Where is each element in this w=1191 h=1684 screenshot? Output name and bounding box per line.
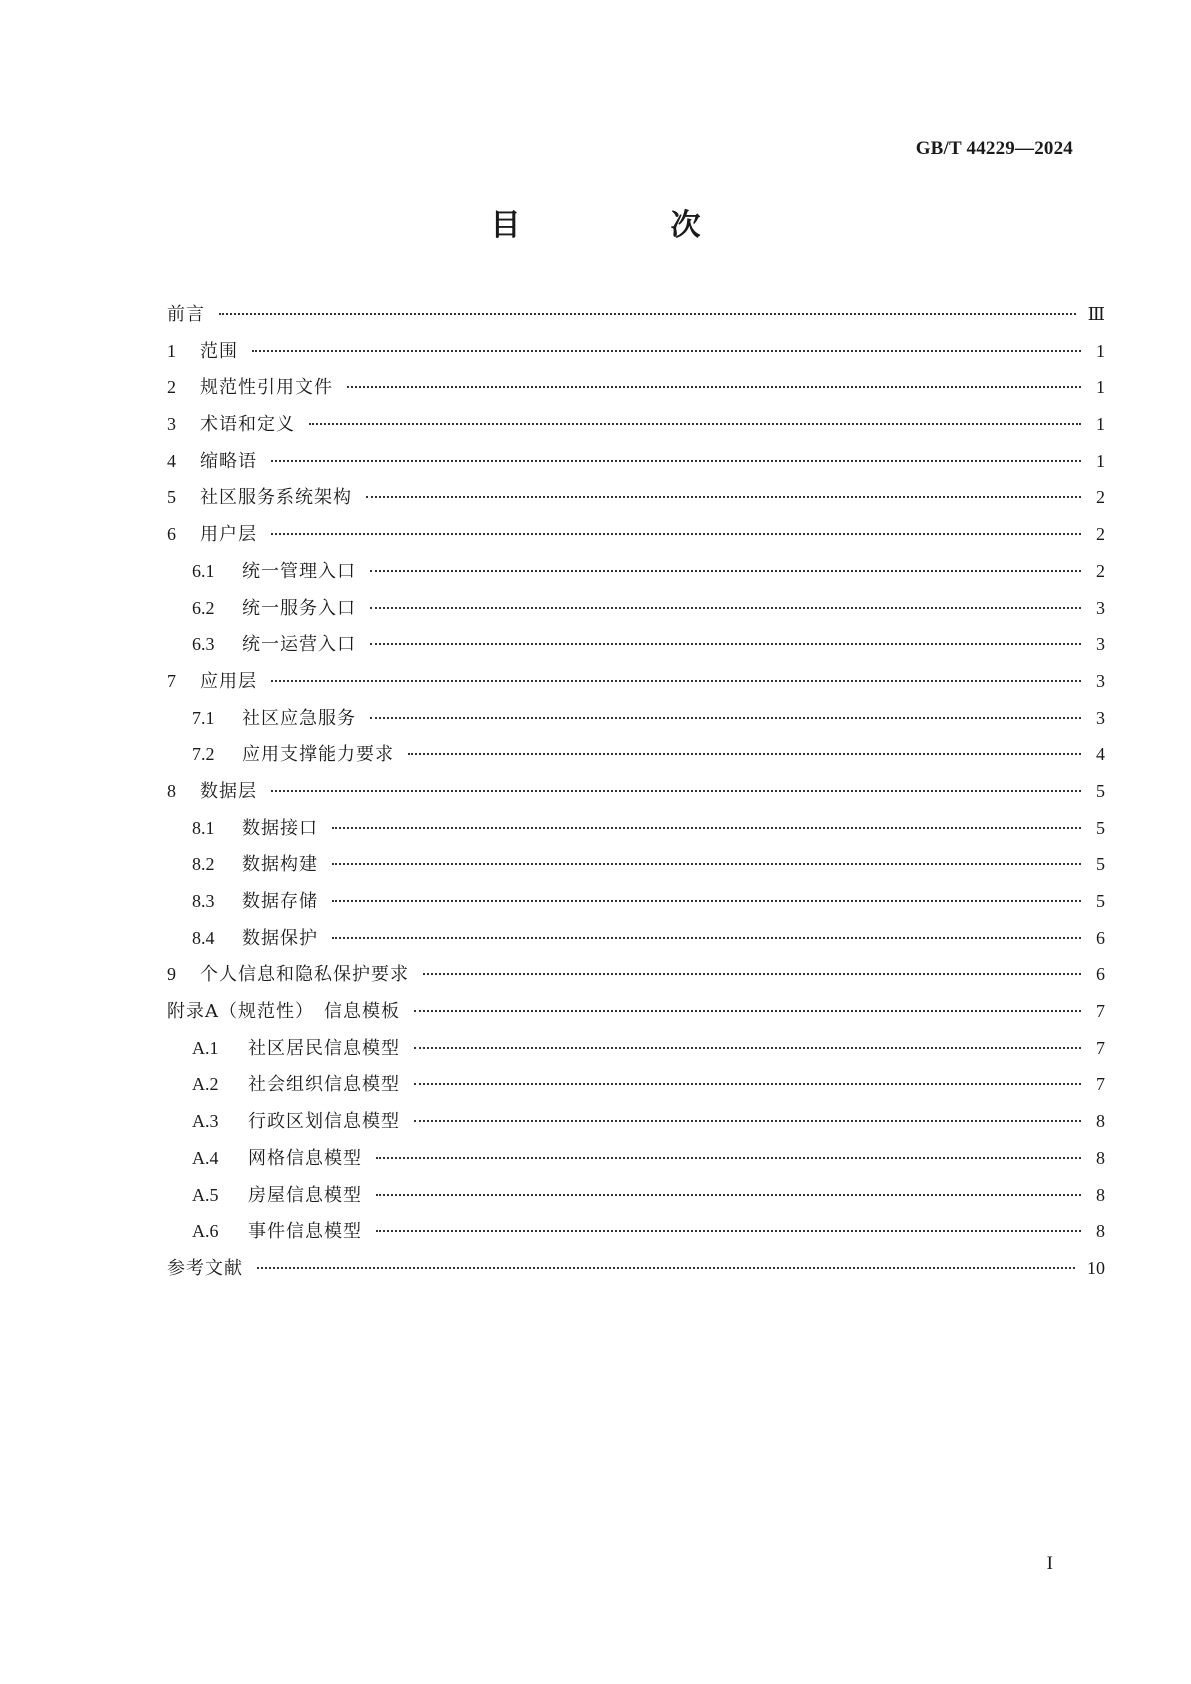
toc-entry-number: 8.3 [192, 891, 215, 911]
toc-entry-title: 范围 [200, 340, 238, 362]
toc-dot-leader [414, 1120, 1081, 1122]
toc-dot-leader [309, 423, 1081, 425]
toc-dot-leader [332, 863, 1081, 865]
toc-entry[interactable] [167, 449, 1105, 486]
toc-entry-number: 8.1 [192, 817, 215, 838]
toc-dot-leader [271, 680, 1081, 682]
toc-entry-title: 个人信息和隐私保护要求 [200, 964, 409, 986]
toc-dot-leader [271, 460, 1081, 462]
toc-dot-leader [332, 900, 1081, 902]
toc-dot-leader [370, 607, 1081, 609]
toc-entry[interactable] [167, 596, 1105, 633]
toc-entry-page: 2 [1096, 524, 1105, 545]
toc-entry[interactable] [167, 962, 1105, 999]
toc-entry-title: 数据构建 [242, 854, 318, 876]
toc-entry-number: 5 [167, 487, 176, 508]
toc-dot-leader [252, 350, 1081, 352]
toc-entry-title: 用户层 [200, 524, 257, 546]
toc-entry-number: 4 [167, 450, 176, 471]
toc-entry[interactable] [167, 669, 1105, 706]
toc-entry-page: 4 [1096, 744, 1105, 765]
toc-entry-number: A.1 [192, 1037, 219, 1058]
toc-entry[interactable] [167, 1036, 1105, 1073]
toc-entry-page: 6 [1096, 964, 1105, 985]
toc-entry-title: 术语和定义 [200, 414, 295, 436]
toc-entry-title: 前言 [167, 304, 205, 325]
toc-entry-title: 统一管理入口 [242, 560, 356, 582]
toc-entry-page: 2 [1096, 560, 1105, 581]
toc-dot-leader [271, 533, 1081, 535]
toc-entry[interactable] [167, 302, 1105, 339]
toc-entry-number: 8 [167, 780, 176, 801]
toc-entry-title: 社会组织信息模型 [248, 1074, 400, 1096]
toc-entry[interactable] [167, 559, 1105, 596]
toc-entry-number: 6 [167, 524, 176, 545]
toc-entry[interactable] [167, 816, 1105, 853]
toc-dot-leader [219, 313, 1076, 315]
toc-entry-page: 7 [1096, 1037, 1105, 1058]
toc-entry-title: 社区应急服务 [242, 707, 356, 729]
toc-dot-leader [332, 937, 1081, 939]
toc-entry-page: 3 [1096, 597, 1105, 618]
toc-entry-number: 2 [167, 377, 176, 398]
toc-entry[interactable] [167, 412, 1105, 449]
toc-entry[interactable] [167, 1146, 1105, 1183]
toc-entry-title: 数据层 [200, 780, 257, 802]
toc-dot-leader [414, 1047, 1081, 1049]
toc-dot-leader [347, 386, 1081, 388]
toc-dot-leader [414, 1010, 1081, 1012]
toc-entry-number: 7.2 [192, 744, 215, 765]
toc-dot-leader [332, 827, 1081, 829]
toc-entry[interactable] [167, 375, 1105, 412]
toc-entry-page: 8 [1096, 1184, 1105, 1205]
toc-entry-page: 7 [1096, 1074, 1105, 1095]
toc-entry-title: 房屋信息模型 [248, 1184, 362, 1206]
toc-entry-title: 数据存储 [242, 891, 318, 912]
toc-entry-number: A.6 [192, 1221, 219, 1242]
toc-entry-page: 5 [1096, 817, 1105, 838]
toc-entry-number: 8.2 [192, 854, 215, 875]
toc-entry-number: A.4 [192, 1147, 219, 1168]
toc-entry-page: 1 [1096, 414, 1105, 435]
toc-entry[interactable] [167, 1183, 1105, 1220]
toc-entry-page: 8 [1096, 1147, 1105, 1168]
toc-entry-title: 数据保护 [242, 927, 318, 949]
toc-entry-number: 6.2 [192, 597, 215, 618]
toc-entry-page: 2 [1096, 487, 1105, 508]
toc-entry-number: 3 [167, 414, 176, 435]
toc-entry-page: 8 [1096, 1111, 1105, 1132]
toc-entry-title: 附录A（规范性） 信息模板 [167, 1001, 400, 1023]
toc-entry-page: 3 [1096, 670, 1105, 691]
toc-dot-leader [257, 1267, 1075, 1269]
toc-dot-leader [370, 717, 1081, 719]
toc-entry-title: 统一运营入口 [242, 634, 356, 656]
page-title: 目 次 [490, 208, 761, 243]
toc-entry-title: 行政区划信息模型 [248, 1111, 400, 1133]
toc-entry-title: 应用支撑能力要求 [242, 744, 394, 766]
toc-entry-page: 1 [1096, 377, 1105, 398]
toc-entry[interactable] [167, 339, 1105, 376]
toc-entry-number: 7.1 [192, 707, 215, 728]
toc-dot-leader [408, 753, 1081, 755]
standard-code: GB/T 44229—2024 [915, 138, 1073, 159]
toc-entry[interactable] [167, 852, 1105, 889]
toc-entry[interactable] [167, 889, 1105, 926]
toc-dot-leader [376, 1194, 1081, 1196]
toc-entry[interactable] [167, 999, 1105, 1036]
toc-entry-title: 缩略语 [200, 450, 257, 472]
toc-entry-title: 社区服务系统架构 [200, 487, 352, 509]
toc-entry[interactable] [167, 1109, 1105, 1146]
toc-entry-page: 8 [1096, 1221, 1105, 1242]
toc-entry[interactable] [167, 779, 1105, 816]
toc-entry-page: Ⅲ [1087, 304, 1105, 324]
toc-entry-page: 5 [1096, 891, 1105, 911]
toc-dot-leader [271, 790, 1081, 792]
toc-entry-page: 1 [1096, 450, 1105, 471]
toc-entry-title: 数据接口 [242, 817, 318, 839]
toc-entry[interactable] [167, 632, 1105, 669]
toc-entry-number: 7 [167, 670, 176, 691]
toc-entry[interactable] [167, 706, 1105, 743]
table-of-contents [167, 302, 1105, 1293]
toc-dot-leader [376, 1230, 1081, 1232]
toc-dot-leader [366, 496, 1081, 498]
toc-entry-number: 6.3 [192, 634, 215, 655]
toc-entry-title: 应用层 [200, 670, 257, 692]
toc-entry-page: 3 [1096, 707, 1105, 728]
toc-entry-number: 6.1 [192, 560, 215, 581]
toc-entry[interactable] [167, 1072, 1105, 1109]
toc-entry-number: 8.4 [192, 927, 215, 948]
toc-entry-number: A.2 [192, 1074, 219, 1095]
toc-entry-page: 6 [1096, 927, 1105, 948]
toc-dot-leader [414, 1083, 1081, 1085]
toc-entry-number: A.3 [192, 1111, 219, 1132]
toc-entry-title: 统一服务入口 [242, 597, 356, 619]
toc-entry[interactable] [167, 742, 1105, 779]
toc-entry[interactable] [167, 485, 1105, 522]
toc-entry-page: 1 [1096, 340, 1105, 361]
toc-entry[interactable] [167, 1256, 1105, 1293]
toc-entry-number: 1 [167, 340, 176, 361]
toc-dot-leader [423, 973, 1081, 975]
toc-entry-page: 7 [1096, 1001, 1105, 1022]
toc-entry-title: 参考文献 [167, 1257, 243, 1279]
toc-entry-title: 网格信息模型 [248, 1147, 362, 1169]
toc-entry-page: 5 [1096, 780, 1105, 801]
toc-entry-page: 5 [1096, 854, 1105, 875]
toc-dot-leader [370, 643, 1081, 645]
toc-entry-title: 规范性引用文件 [200, 377, 333, 399]
page-number: I [1046, 1553, 1053, 1574]
toc-entry[interactable] [167, 522, 1105, 559]
toc-entry-number: 9 [167, 964, 176, 985]
toc-entry-page: 10 [1087, 1257, 1105, 1278]
toc-entry-title: 社区居民信息模型 [248, 1037, 400, 1059]
toc-entry-number: A.5 [192, 1184, 219, 1205]
toc-dot-leader [370, 570, 1081, 572]
toc-entry[interactable] [167, 926, 1105, 963]
toc-entry-title: 事件信息模型 [248, 1221, 362, 1243]
toc-entry-page: 3 [1096, 634, 1105, 655]
toc-dot-leader [376, 1157, 1081, 1159]
toc-entry[interactable] [167, 1219, 1105, 1256]
